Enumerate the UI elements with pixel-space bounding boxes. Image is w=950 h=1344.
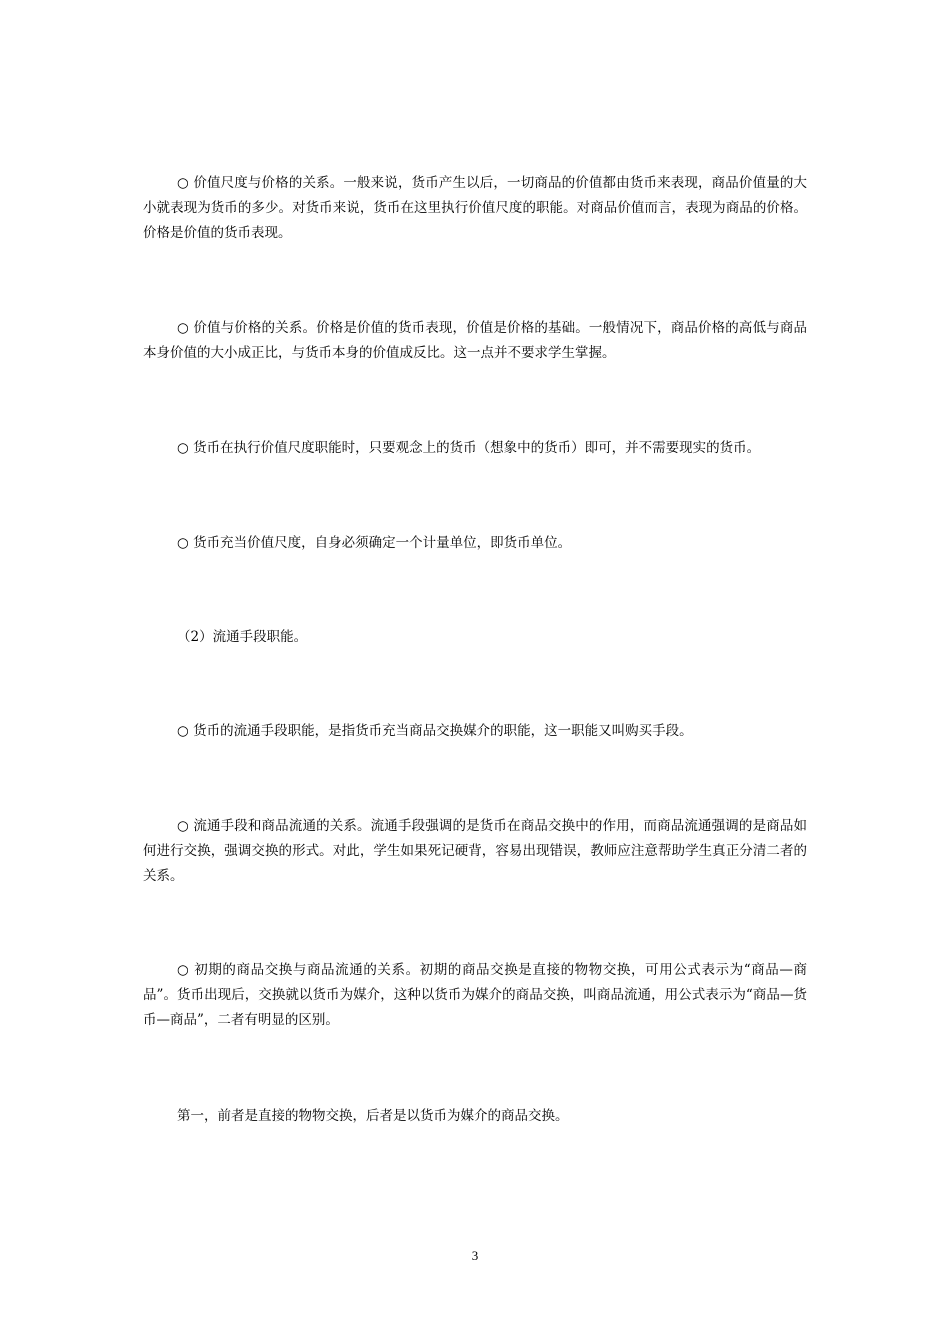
paragraph-early-exchange: ○ 初期的商品交换与商品流通的关系。初期的商品交换是直接的物物交换，可用公式表示为“商品—商品”。货币出现后，交换就以货币为媒介，这种以货币为媒介的商品交换，叫商品流通，用公式表示为“商品—货币—商品”，二者有明显的区别。 — [143, 962, 807, 1028]
paragraph-value-measure-and-price: ○ 价值尺度与价格的关系。一般来说，货币产生以后，一切商品的价值都由货币来表现，商品价值量的大小就表现为货币的多少。对货币来说，货币在这里执行价值尺度的职能。对商品价值而言，表现为商品的价格。价格是价值的货币表现。 — [143, 175, 807, 241]
paragraph-circulation-relation: ○ 流通手段和商品流通的关系。流通手段强调的是货币在商品交换中的作用，而商品流通强调的是商品如何进行交换，强调交换的形式。对此，学生如果死记硬背，容易出现错误，教师应注意帮助学生真正分清二者的关系。 — [143, 818, 807, 884]
paragraph-money-unit: ○ 货币充当价值尺度，自身必须确定一个计量单位，即货币单位。 — [177, 535, 572, 551]
paragraph-first-difference: 第一，前者是直接的物物交换，后者是以货币为媒介的商品交换。 — [177, 1108, 569, 1124]
paragraph-circulation-function: ○ 货币的流通手段职能，是指货币充当商品交换媒介的职能，这一职能又叫购买手段。 — [177, 723, 693, 739]
page-number: 3 — [471, 1248, 479, 1263]
paragraph-ideal-money: ○ 货币在执行价值尺度职能时，只要观念上的货币（想象中的货币）即可，并不需要现实的货币。 — [177, 440, 761, 456]
paragraph-value-and-price: ○ 价值与价格的关系。价格是价值的货币表现，价值是价格的基础。一般情况下，商品价格的高低与商品本身价值的大小成正比，与货币本身的价值成反比。这一点并不要求学生掌握。 — [143, 320, 807, 361]
section-heading-circulation: （2）流通手段职能。 — [177, 629, 308, 645]
